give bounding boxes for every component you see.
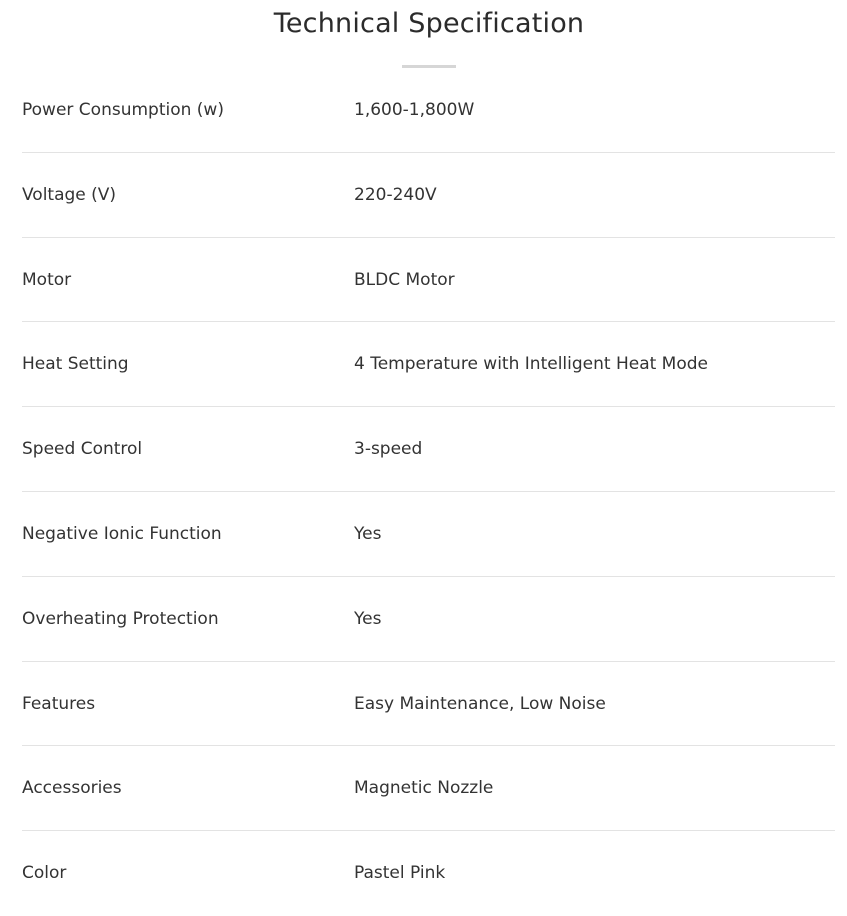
spec-table [22, 68, 835, 916]
spec-row-heat-setting [22, 322, 835, 407]
spec-value: 1,600-1,800W [354, 100, 475, 120]
spec-row-motor [22, 238, 835, 323]
spec-label: Speed Control [22, 439, 143, 460]
spec-label: Power Consumption (w) [22, 100, 224, 120]
spec-value: BLDC Motor [354, 269, 455, 290]
spec-value: Yes [354, 523, 382, 544]
spec-label: Motor [22, 269, 72, 290]
spec-row-accessories [22, 746, 835, 831]
spec-label: Features [22, 693, 96, 714]
page-title: Technical Specification [273, 8, 585, 39]
spec-row-speed-control [22, 407, 835, 492]
spec-value: 4 Temperature with Intelligent Heat Mode [354, 354, 709, 375]
spec-value: 3-speed [354, 439, 423, 460]
spec-row-negative-ionic-function [22, 492, 835, 577]
spec-label: Voltage (V) [22, 184, 117, 205]
spec-row-color [22, 831, 835, 916]
spec-value: Yes [354, 608, 382, 629]
spec-value: 220-240V [354, 184, 437, 205]
spec-row-features [22, 662, 835, 747]
spec-row-power-consumption [22, 68, 835, 153]
spec-label: Color [22, 863, 67, 884]
spec-label: Accessories [22, 778, 122, 799]
spec-row-overheating-protection [22, 577, 835, 662]
spec-label: Negative Ionic Function [22, 523, 222, 544]
spec-label: Heat Setting [22, 354, 129, 375]
spec-label: Overheating Protection [22, 608, 219, 629]
spec-value: Easy Maintenance, Low Noise [354, 693, 606, 714]
spec-row-voltage [22, 153, 835, 238]
spec-value: Magnetic Nozzle [354, 778, 494, 799]
spec-value: Pastel Pink [354, 863, 446, 884]
